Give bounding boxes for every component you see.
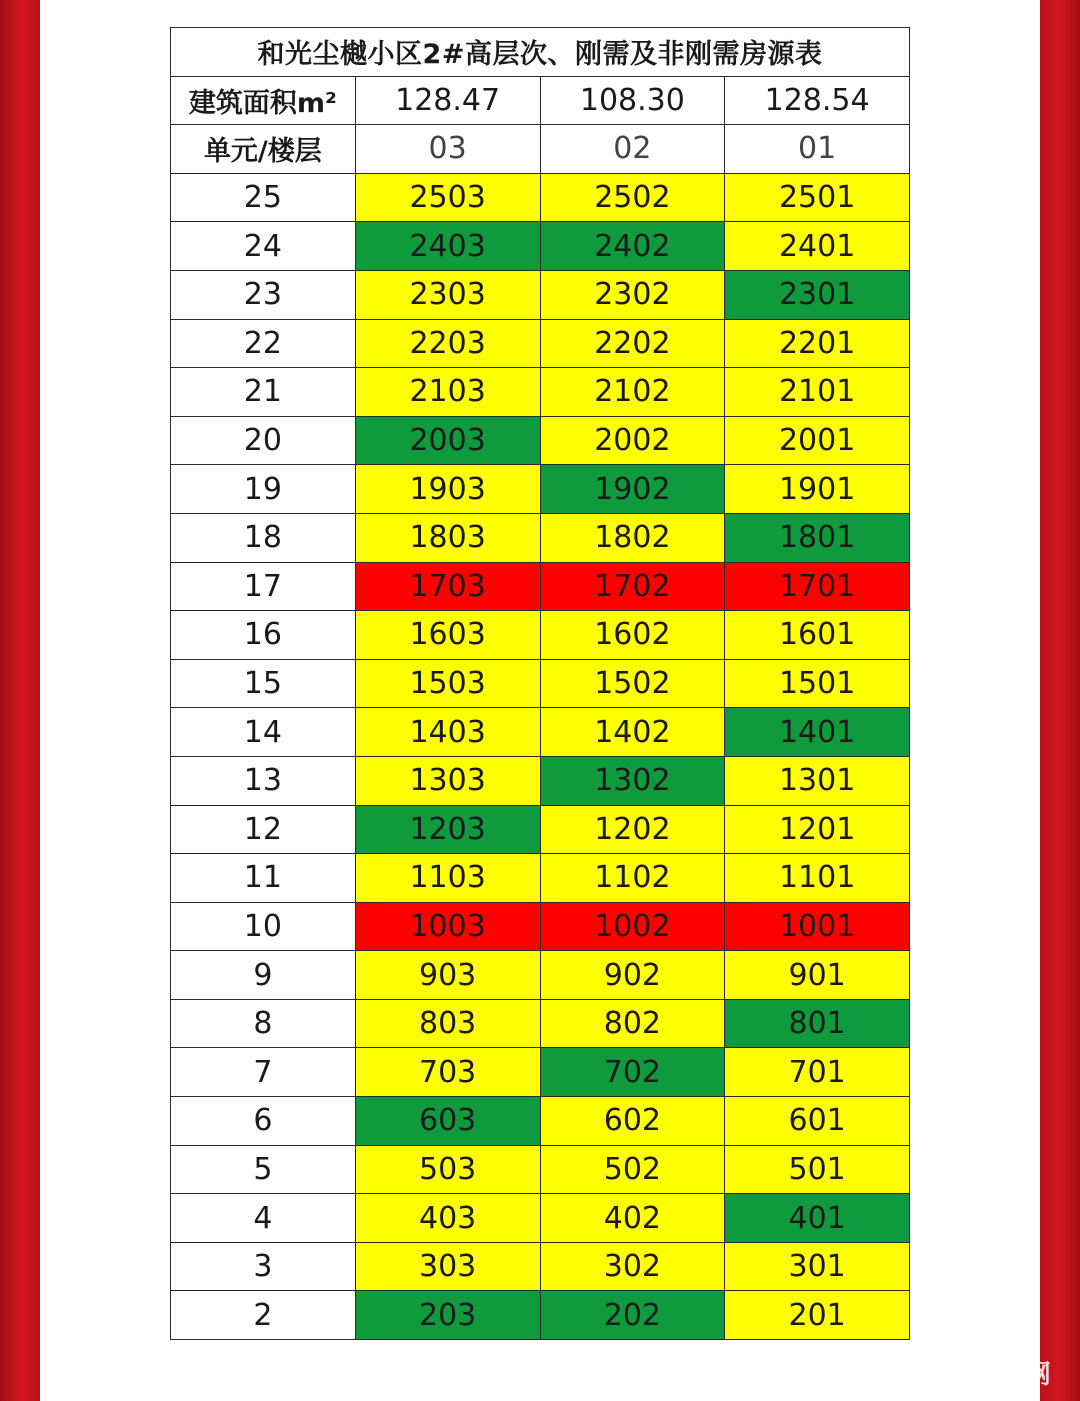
- table-row: [171, 1097, 910, 1146]
- room-cell: 1901: [725, 465, 910, 514]
- room-cell: 1801: [725, 513, 910, 562]
- floor-number: 12: [171, 805, 356, 854]
- room-cell: 2402: [540, 222, 725, 271]
- area-label: 建筑面积m²: [171, 76, 356, 125]
- floor-number: 4: [171, 1194, 356, 1243]
- room-cell: 1703: [355, 562, 540, 611]
- table-row: [171, 1145, 910, 1194]
- floor-number: 15: [171, 659, 356, 708]
- room-cell: 2103: [355, 368, 540, 417]
- table-title: 和光尘樾小区2#高层次、刚需及非刚需房源表: [171, 28, 910, 77]
- floor-number: 14: [171, 708, 356, 757]
- table-row: [171, 1291, 910, 1340]
- room-cell: 1701: [725, 562, 910, 611]
- floor-number: 21: [171, 368, 356, 417]
- area-row: [171, 76, 910, 125]
- table-row: [171, 951, 910, 1000]
- floor-number: 8: [171, 999, 356, 1048]
- room-cell: 1503: [355, 659, 540, 708]
- room-cell: 203: [355, 1291, 540, 1340]
- floor-number: 3: [171, 1242, 356, 1291]
- room-cell: 201: [725, 1291, 910, 1340]
- floor-number: 25: [171, 173, 356, 222]
- unit-row: [171, 125, 910, 174]
- room-cell: 2002: [540, 416, 725, 465]
- watermark-logo: 德阳地产网: [916, 1360, 1052, 1390]
- room-cell: 701: [725, 1048, 910, 1097]
- table-row: [171, 1194, 910, 1243]
- room-cell: 1502: [540, 659, 725, 708]
- unit-floor-label: 单元/楼层: [171, 125, 356, 174]
- floor-number: 24: [171, 222, 356, 271]
- unit-03: 03: [355, 125, 540, 174]
- room-cell: 1102: [540, 854, 725, 903]
- table-row: [171, 319, 910, 368]
- room-cell: 1802: [540, 513, 725, 562]
- room-cell: 1601: [725, 611, 910, 660]
- unit-01: 01: [725, 125, 910, 174]
- room-cell: 2202: [540, 319, 725, 368]
- room-cell: 2502: [540, 173, 725, 222]
- room-cell: 801: [725, 999, 910, 1048]
- floor-number: 20: [171, 416, 356, 465]
- floor-number: 2: [171, 1291, 356, 1340]
- room-cell: 1203: [355, 805, 540, 854]
- room-cell: 2201: [725, 319, 910, 368]
- table-row: [171, 708, 910, 757]
- floor-number: 23: [171, 270, 356, 319]
- area-unit-02: 108.30: [540, 76, 725, 125]
- room-cell: 1103: [355, 854, 540, 903]
- table-row: [171, 222, 910, 271]
- floor-number: 11: [171, 854, 356, 903]
- room-cell: 402: [540, 1194, 725, 1243]
- floor-number: 16: [171, 611, 356, 660]
- floor-number: 13: [171, 756, 356, 805]
- table-row: [171, 465, 910, 514]
- room-cell: 502: [540, 1145, 725, 1194]
- room-cell: 2203: [355, 319, 540, 368]
- room-cell: 1101: [725, 854, 910, 903]
- room-cell: 2101: [725, 368, 910, 417]
- room-cell: 802: [540, 999, 725, 1048]
- room-cell: 302: [540, 1242, 725, 1291]
- table-row: [171, 562, 910, 611]
- room-cell: 2403: [355, 222, 540, 271]
- room-cell: 1501: [725, 659, 910, 708]
- room-cell: 703: [355, 1048, 540, 1097]
- room-cell: 503: [355, 1145, 540, 1194]
- red-border-left: [0, 0, 40, 1401]
- table-row: [171, 416, 910, 465]
- room-cell: 1303: [355, 756, 540, 805]
- table-row: [171, 902, 910, 951]
- room-cell: 303: [355, 1242, 540, 1291]
- room-cell: 2102: [540, 368, 725, 417]
- housing-table: [170, 27, 910, 1340]
- table-row: [171, 1048, 910, 1097]
- table-row: [171, 659, 910, 708]
- room-cell: 301: [725, 1242, 910, 1291]
- room-cell: 2503: [355, 173, 540, 222]
- room-cell: 2301: [725, 270, 910, 319]
- room-cell: 1301: [725, 756, 910, 805]
- room-cell: 2001: [725, 416, 910, 465]
- floor-number: 19: [171, 465, 356, 514]
- room-cell: 901: [725, 951, 910, 1000]
- table-row: [171, 368, 910, 417]
- floor-number: 9: [171, 951, 356, 1000]
- floor-number: 22: [171, 319, 356, 368]
- floor-number: 5: [171, 1145, 356, 1194]
- room-cell: 1602: [540, 611, 725, 660]
- room-cell: 702: [540, 1048, 725, 1097]
- floor-number: 6: [171, 1097, 356, 1146]
- red-border-right: [1040, 0, 1080, 1401]
- room-cell: 902: [540, 951, 725, 1000]
- room-cell: 403: [355, 1194, 540, 1243]
- room-cell: 603: [355, 1097, 540, 1146]
- room-cell: 2302: [540, 270, 725, 319]
- title-row: [171, 28, 910, 77]
- table-row: [171, 513, 910, 562]
- floor-number: 17: [171, 562, 356, 611]
- table-row: [171, 270, 910, 319]
- room-cell: 2501: [725, 173, 910, 222]
- room-cell: 602: [540, 1097, 725, 1146]
- table-row: [171, 173, 910, 222]
- room-cell: 903: [355, 951, 540, 1000]
- room-cell: 1803: [355, 513, 540, 562]
- room-cell: 1003: [355, 902, 540, 951]
- room-cell: 1403: [355, 708, 540, 757]
- room-cell: 1401: [725, 708, 910, 757]
- floor-number: 10: [171, 902, 356, 951]
- room-cell: 1902: [540, 465, 725, 514]
- room-cell: 803: [355, 999, 540, 1048]
- room-cell: 601: [725, 1097, 910, 1146]
- room-cell: 1603: [355, 611, 540, 660]
- table-row: [171, 854, 910, 903]
- floor-number: 7: [171, 1048, 356, 1097]
- table-row: [171, 805, 910, 854]
- room-cell: 1903: [355, 465, 540, 514]
- unit-02: 02: [540, 125, 725, 174]
- table-row: [171, 999, 910, 1048]
- floor-number: 18: [171, 513, 356, 562]
- table-row: [171, 611, 910, 660]
- room-cell: 1002: [540, 902, 725, 951]
- area-unit-01: 128.54: [725, 76, 910, 125]
- table-row: [171, 1242, 910, 1291]
- room-cell: 401: [725, 1194, 910, 1243]
- room-cell: 501: [725, 1145, 910, 1194]
- room-cell: 2303: [355, 270, 540, 319]
- room-cell: 1001: [725, 902, 910, 951]
- room-cell: 2401: [725, 222, 910, 271]
- room-cell: 1202: [540, 805, 725, 854]
- table-row: [171, 756, 910, 805]
- area-unit-03: 128.47: [355, 76, 540, 125]
- room-cell: 1702: [540, 562, 725, 611]
- room-cell: 202: [540, 1291, 725, 1340]
- room-cell: 1302: [540, 756, 725, 805]
- room-cell: 2003: [355, 416, 540, 465]
- room-cell: 1201: [725, 805, 910, 854]
- room-cell: 1402: [540, 708, 725, 757]
